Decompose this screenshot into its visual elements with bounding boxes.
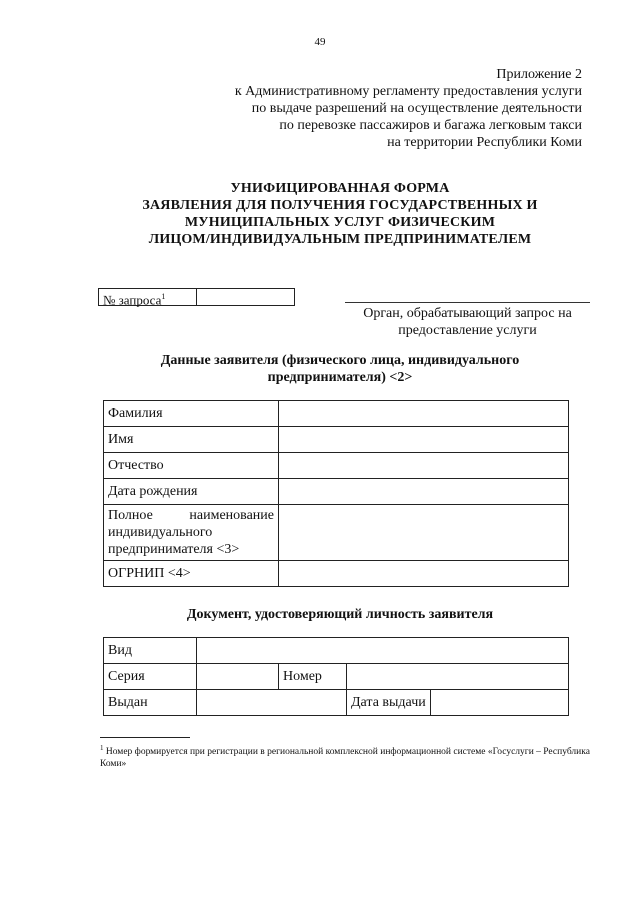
appendix-line: Приложение 2 <box>496 67 582 82</box>
title-line: ЗАЯВЛЕНИЯ ДЛЯ ПОЛУЧЕНИЯ ГОСУДАРСТВЕННЫХ И <box>142 198 538 213</box>
table-row <box>104 664 569 690</box>
surname-field[interactable] <box>279 401 569 427</box>
table-row <box>104 427 569 453</box>
ogrnip-field[interactable] <box>279 561 569 587</box>
appendix-line: к Административному регламенту предоставления услуги <box>234 84 582 99</box>
request-number-box <box>98 288 295 306</box>
id-document-section-title: Документ, удостоверяющий личность заявителя <box>186 607 494 622</box>
field-label: Дата выдачи <box>347 690 431 716</box>
field-label: Вид <box>104 638 197 664</box>
field-label: Отчество <box>104 453 279 479</box>
applicant-section-title: Данные заявителя (физического лица, индивидуального предпринимателя) <2> <box>160 353 520 385</box>
table-row <box>104 561 569 587</box>
document-kind-field[interactable] <box>197 638 569 664</box>
issue-date-field[interactable] <box>431 690 569 716</box>
appendix-line: по выдаче разрешений на осуществление деятельности <box>251 101 582 116</box>
field-label: Дата рождения <box>104 479 279 505</box>
table-row <box>104 453 569 479</box>
first-name-field[interactable] <box>279 427 569 453</box>
footnote-text: Номер формируется при регистрации в региональной комплексной информационной системе «Госуслуги – Республика Коми» <box>100 747 590 770</box>
title-line: ЛИЦОМ/ИНДИВИДУАЛЬНЫМ ПРЕДПРИНИМАТЕЛЕМ <box>148 232 532 247</box>
appendix-line: на территории Республики Коми <box>387 135 582 150</box>
birth-date-field[interactable] <box>279 479 569 505</box>
field-label: ОГРНИП <4> <box>104 561 279 587</box>
series-field[interactable] <box>197 664 279 690</box>
patronymic-field[interactable] <box>279 453 569 479</box>
page-number: 49 <box>314 36 326 48</box>
table-row <box>104 505 569 561</box>
appendix-line: по перевозке пассажиров и багажа легковым такси <box>279 118 582 133</box>
footnote-mark: 1 <box>100 744 104 752</box>
footnote-separator <box>100 737 190 738</box>
title-line: МУНИЦИПАЛЬНЫХ УСЛУГ ФИЗИЧЕСКИМ <box>184 215 496 230</box>
field-label: Выдан <box>104 690 197 716</box>
entrepreneur-name-field[interactable] <box>279 505 569 561</box>
issued-by-field[interactable] <box>197 690 347 716</box>
request-number-field[interactable] <box>197 289 294 305</box>
organ-signature-line <box>345 302 590 303</box>
form-title <box>70 180 610 248</box>
appendix-header <box>162 66 582 151</box>
field-label: Фамилия <box>104 401 279 427</box>
table-row <box>104 401 569 427</box>
applicant-table <box>103 400 569 587</box>
table-row <box>104 479 569 505</box>
number-field[interactable] <box>347 664 569 690</box>
footnote <box>100 742 600 770</box>
field-label: Имя <box>104 427 279 453</box>
table-row <box>104 638 569 664</box>
field-label: Полное наименование индивидуального предпринимателя <3> <box>104 505 279 561</box>
organ-caption: Орган, обрабатывающий запрос на предоставление услуги <box>363 306 572 338</box>
id-document-table <box>103 637 569 716</box>
title-line: УНИФИЦИРОВАННАЯ ФОРМА <box>230 181 450 196</box>
table-row <box>104 690 569 716</box>
request-number-label: № запроса$^1$ <box>99 289 197 305</box>
field-label: Серия <box>104 664 197 690</box>
footnote-mark: 1 <box>161 292 166 301</box>
field-label: Номер <box>279 664 347 690</box>
